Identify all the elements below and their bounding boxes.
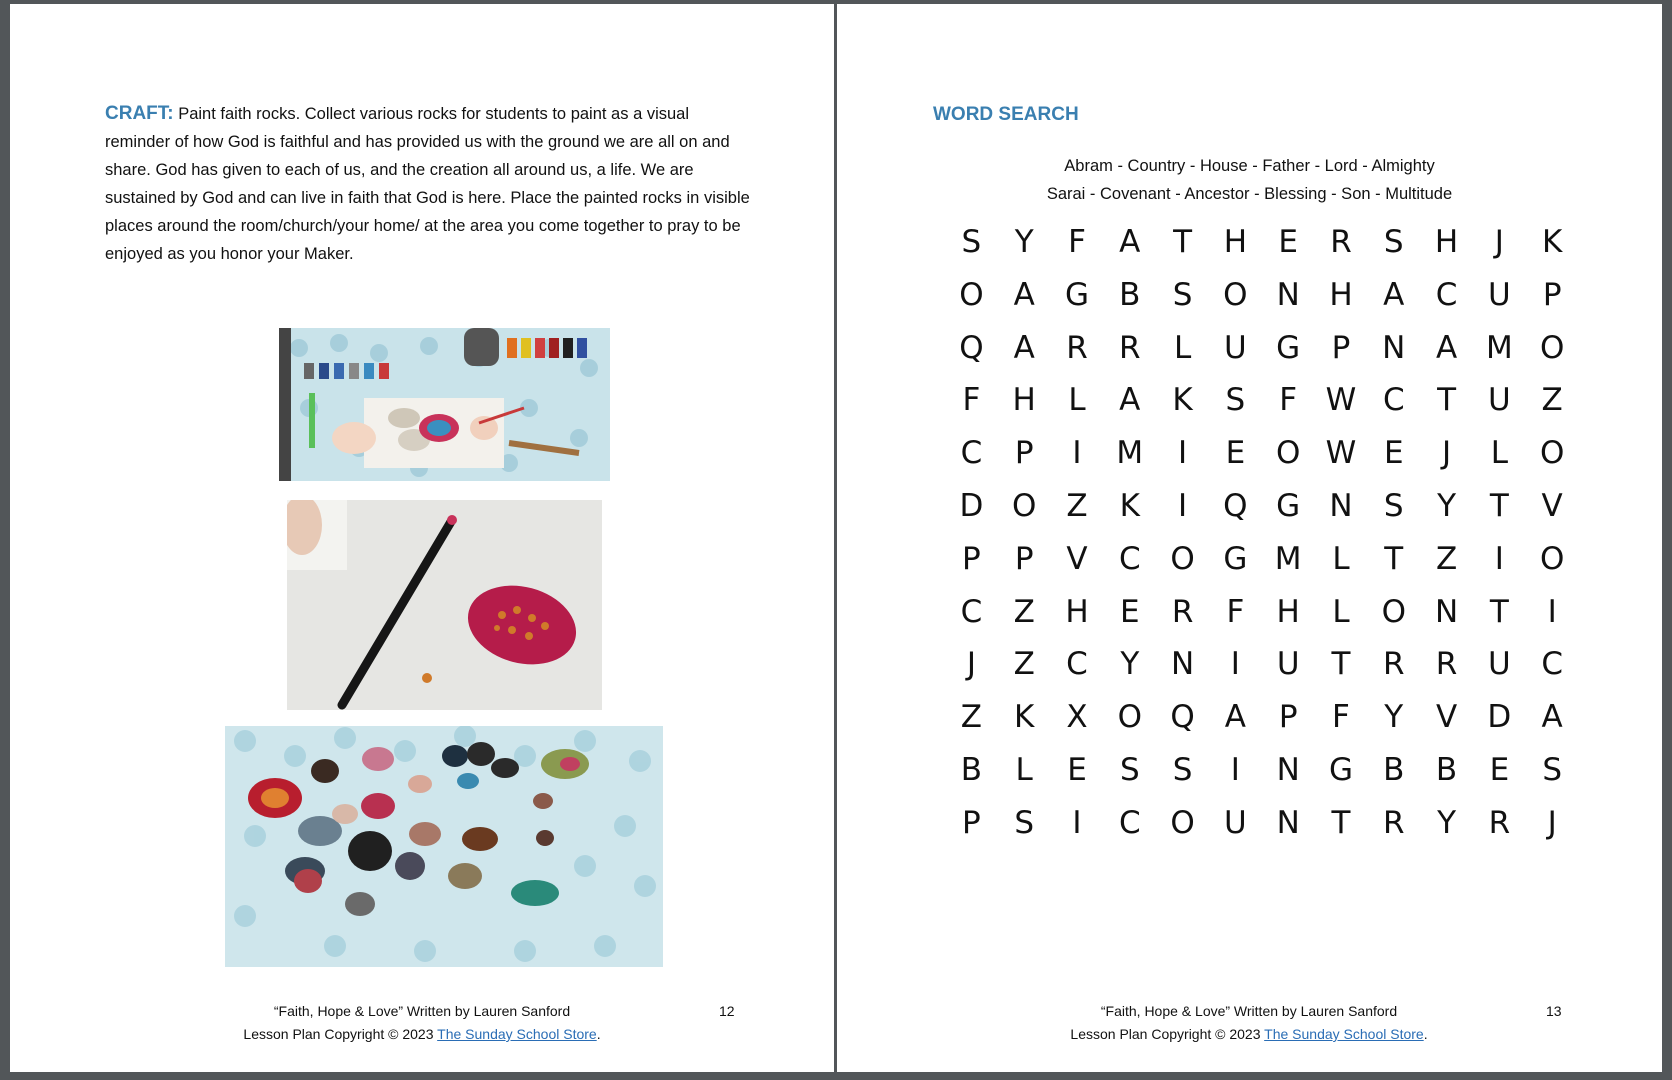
grid-letter: H bbox=[1012, 382, 1036, 419]
page-footer bbox=[837, 1000, 1661, 1046]
grid-letter: P bbox=[1331, 329, 1351, 366]
grid-letter: Y bbox=[1437, 487, 1457, 524]
grid-letter: C bbox=[1541, 646, 1563, 683]
grid-letter: L bbox=[1490, 435, 1508, 472]
grid-letter: F bbox=[1068, 224, 1086, 260]
word-search-grid bbox=[945, 216, 1579, 850]
grid-letter: P bbox=[1014, 540, 1034, 577]
grid-letter: A bbox=[1383, 276, 1405, 313]
document-page-12 bbox=[10, 4, 834, 1072]
grid-letter: K bbox=[1172, 382, 1193, 419]
document-page-13 bbox=[837, 4, 1662, 1072]
grid-letter: U bbox=[1488, 382, 1511, 419]
grid-letter: C bbox=[1382, 382, 1405, 419]
grid-letter: O bbox=[959, 276, 984, 313]
grid-letter: F bbox=[962, 382, 981, 419]
sunday-school-store-link[interactable]: The Sunday School Store bbox=[1264, 1026, 1424, 1042]
grid-letter: L bbox=[1173, 329, 1192, 366]
grid-letter: Z bbox=[960, 699, 983, 736]
photo-painted-rocks-collection bbox=[225, 726, 663, 967]
grid-letter: V bbox=[1541, 487, 1563, 524]
grid-letter: R bbox=[1119, 329, 1141, 366]
grid-letter: V bbox=[1066, 540, 1088, 577]
grid-letter: A bbox=[1435, 329, 1458, 366]
grid-letter: O bbox=[1539, 435, 1565, 472]
grid-letter: K bbox=[1119, 487, 1140, 524]
grid-letter: E bbox=[1225, 435, 1246, 472]
grid-letter: I bbox=[1494, 540, 1504, 577]
grid-letter: G bbox=[1064, 276, 1089, 313]
grid-letter: T bbox=[1437, 382, 1457, 419]
grid-letter: R bbox=[1383, 646, 1405, 683]
grid-letter: O bbox=[1539, 329, 1565, 366]
grid-letter: S bbox=[1383, 487, 1404, 524]
grid-letter: G bbox=[1276, 487, 1301, 524]
grid-letter: Y bbox=[1120, 646, 1140, 683]
grid-letter: E bbox=[1278, 224, 1298, 260]
footer-title: “Faith, Hope & Love” Written by Lauren Sanford bbox=[273, 1003, 571, 1019]
grid-letter: G bbox=[1328, 751, 1353, 788]
grid-letter: D bbox=[1487, 699, 1512, 736]
grid-letter: N bbox=[1276, 751, 1300, 788]
grid-letter: L bbox=[1015, 751, 1033, 788]
grid-letter: I bbox=[1230, 751, 1240, 788]
grid-letter: S bbox=[1225, 382, 1246, 419]
copyright-text: Lesson Plan Copyright © 2023 bbox=[243, 1026, 438, 1042]
grid-letter: Z bbox=[1013, 646, 1035, 683]
grid-letter: N bbox=[1276, 276, 1300, 313]
link-suffix: . bbox=[1423, 1026, 1428, 1042]
grid-letter: B bbox=[960, 751, 983, 788]
grid-letter: O bbox=[1170, 804, 1195, 841]
grid-letter: S bbox=[1383, 224, 1404, 260]
grid-letter: J bbox=[1494, 224, 1504, 260]
grid-letter: A bbox=[1224, 699, 1246, 736]
grid-letter: N bbox=[1382, 329, 1406, 366]
grid-letter: M bbox=[1274, 540, 1302, 577]
grid-letter: Z bbox=[1066, 487, 1088, 524]
grid-letter: R bbox=[1383, 804, 1405, 841]
grid-letter: U bbox=[1276, 646, 1300, 683]
grid-letter: U bbox=[1488, 646, 1511, 683]
grid-letter: G bbox=[1223, 540, 1248, 577]
grid-letter: O bbox=[1011, 487, 1037, 524]
grid-letter: Y bbox=[1437, 804, 1457, 841]
grid-letter: T bbox=[1173, 224, 1193, 260]
grid-letter: R bbox=[1330, 224, 1352, 260]
word-search-heading: WORD SEARCH bbox=[933, 104, 1079, 125]
craft-body-text: Paint faith rocks. Collect various rocks for students to paint as a visual reminder of how God is faithful and has provided us with the ground we are all on and share. God has given to each of us, and the creation all around us, a life. We are sustained by God and can live in faith that God is here. Place the painted rocks in visible places around the room/church/your home/ at the area you come together to pray to be enjoyed as you honor your Maker. bbox=[105, 105, 750, 263]
page-number: 13 bbox=[1546, 1003, 1562, 1019]
grid-letter: H bbox=[1276, 593, 1300, 630]
grid-letter: U bbox=[1224, 329, 1247, 366]
grid-letter: E bbox=[1119, 593, 1140, 630]
grid-letter: N bbox=[1329, 487, 1353, 524]
grid-letter: C bbox=[1118, 540, 1141, 577]
grid-letter: V bbox=[1435, 699, 1458, 736]
grid-letter: N bbox=[1170, 646, 1195, 683]
grid-letter: S bbox=[1014, 804, 1035, 841]
grid-letter: A bbox=[1119, 224, 1141, 260]
grid-letter: P bbox=[1278, 699, 1298, 736]
grid-letter: E bbox=[1067, 751, 1087, 788]
grid-letter: S bbox=[1119, 751, 1140, 788]
grid-letter: P bbox=[962, 540, 981, 577]
grid-letter: E bbox=[1383, 435, 1404, 472]
grid-letter: R bbox=[1488, 804, 1511, 841]
grid-letter: S bbox=[1542, 751, 1562, 788]
grid-letter: R bbox=[1066, 329, 1088, 366]
link-suffix: . bbox=[596, 1026, 601, 1042]
grid-letter: F bbox=[1226, 593, 1245, 630]
grid-letter: A bbox=[1013, 329, 1035, 366]
grid-letter: D bbox=[959, 487, 984, 524]
grid-letter: O bbox=[1381, 593, 1406, 630]
grid-letter: H bbox=[1434, 224, 1459, 260]
grid-letter: Q bbox=[959, 329, 984, 366]
grid-letter: Y bbox=[1384, 699, 1404, 736]
grid-letter: T bbox=[1489, 593, 1509, 630]
grid-letter: B bbox=[1435, 751, 1458, 788]
sunday-school-store-link[interactable]: The Sunday School Store bbox=[437, 1026, 597, 1042]
grid-letter: L bbox=[1332, 540, 1350, 577]
photo-painted-rock-brush bbox=[287, 500, 602, 710]
grid-letter: U bbox=[1224, 804, 1247, 841]
grid-letter: N bbox=[1434, 593, 1459, 630]
copyright-text: Lesson Plan Copyright © 2023 bbox=[1070, 1026, 1265, 1042]
grid-letter: U bbox=[1488, 276, 1511, 313]
page-number: 12 bbox=[719, 1003, 735, 1019]
grid-letter: C bbox=[1435, 276, 1458, 313]
grid-letter: Q bbox=[1223, 487, 1248, 524]
grid-letter: L bbox=[1332, 593, 1350, 630]
grid-letter: M bbox=[1116, 435, 1144, 472]
grid-letter: S bbox=[961, 224, 982, 260]
grid-letter: O bbox=[1539, 540, 1565, 577]
craft-instructions bbox=[105, 100, 755, 268]
grid-letter: O bbox=[1170, 540, 1195, 577]
grid-letter: A bbox=[1541, 699, 1563, 736]
grid-letter: O bbox=[1223, 276, 1248, 313]
grid-letter: T bbox=[1489, 487, 1509, 524]
grid-letter: O bbox=[1117, 699, 1142, 736]
grid-letter: K bbox=[1541, 224, 1563, 260]
grid-letter: I bbox=[1072, 435, 1082, 472]
grid-letter: Q bbox=[1170, 699, 1195, 736]
grid-letter: J bbox=[966, 646, 976, 683]
grid-letter: X bbox=[1066, 699, 1088, 736]
grid-letter: S bbox=[1172, 276, 1193, 313]
grid-letter: Z bbox=[1541, 382, 1563, 419]
page-footer bbox=[10, 1000, 834, 1046]
grid-letter: I bbox=[1230, 646, 1240, 683]
grid-letter: R bbox=[1435, 646, 1458, 683]
grid-letter: N bbox=[1276, 804, 1300, 841]
grid-letter: I bbox=[1547, 593, 1557, 630]
grid-letter: A bbox=[1013, 276, 1035, 313]
grid-letter: R bbox=[1171, 593, 1194, 630]
grid-letter: C bbox=[1066, 646, 1088, 683]
grid-letter: W bbox=[1325, 382, 1357, 419]
grid-letter: B bbox=[1119, 276, 1141, 313]
grid-letter: H bbox=[1329, 276, 1353, 313]
grid-letter: H bbox=[1223, 224, 1248, 260]
grid-letter: T bbox=[1384, 540, 1404, 577]
grid-letter: I bbox=[1178, 487, 1188, 524]
grid-letter: O bbox=[1275, 435, 1301, 472]
grid-letter: M bbox=[1485, 329, 1513, 366]
grid-letter: L bbox=[1068, 382, 1086, 419]
craft-heading: CRAFT: bbox=[105, 103, 174, 124]
grid-letter: F bbox=[1332, 699, 1350, 736]
grid-letter: G bbox=[1276, 329, 1301, 366]
grid-letter: K bbox=[1014, 699, 1035, 736]
grid-letter: E bbox=[1489, 751, 1510, 788]
grid-letter: J bbox=[1547, 804, 1557, 841]
grid-letter: P bbox=[1542, 276, 1562, 313]
grid-letter: J bbox=[1441, 435, 1452, 472]
word-list-line-1: Abram - Country - House - Father - Lord - Almighty bbox=[1064, 157, 1435, 175]
grid-letter: A bbox=[1119, 382, 1141, 419]
grid-letter: S bbox=[1172, 751, 1193, 788]
grid-letter: F bbox=[1279, 382, 1298, 419]
grid-letter: I bbox=[1072, 804, 1082, 841]
grid-letter: B bbox=[1383, 751, 1405, 788]
grid-letter: T bbox=[1331, 646, 1351, 683]
word-list-line-2: Sarai - Covenant - Ancestor - Blessing - Son - Multitude bbox=[1046, 185, 1453, 203]
grid-letter: I bbox=[1178, 435, 1188, 472]
grid-letter: W bbox=[1325, 435, 1357, 472]
grid-letter: P bbox=[962, 804, 981, 841]
grid-letter: C bbox=[960, 435, 983, 472]
grid-letter: C bbox=[960, 593, 983, 630]
grid-letter: C bbox=[1118, 804, 1141, 841]
word-list bbox=[837, 152, 1662, 208]
grid-letter: P bbox=[1014, 435, 1034, 472]
footer-title: “Faith, Hope & Love” Written by Lauren Sanford bbox=[1100, 1003, 1398, 1019]
grid-letter: Z bbox=[1435, 540, 1458, 577]
grid-letter: T bbox=[1331, 804, 1351, 841]
grid-letter: Y bbox=[1014, 224, 1034, 260]
photo-painting-table bbox=[279, 328, 610, 481]
grid-letter: H bbox=[1065, 593, 1089, 630]
grid-letter: Z bbox=[1013, 593, 1035, 630]
